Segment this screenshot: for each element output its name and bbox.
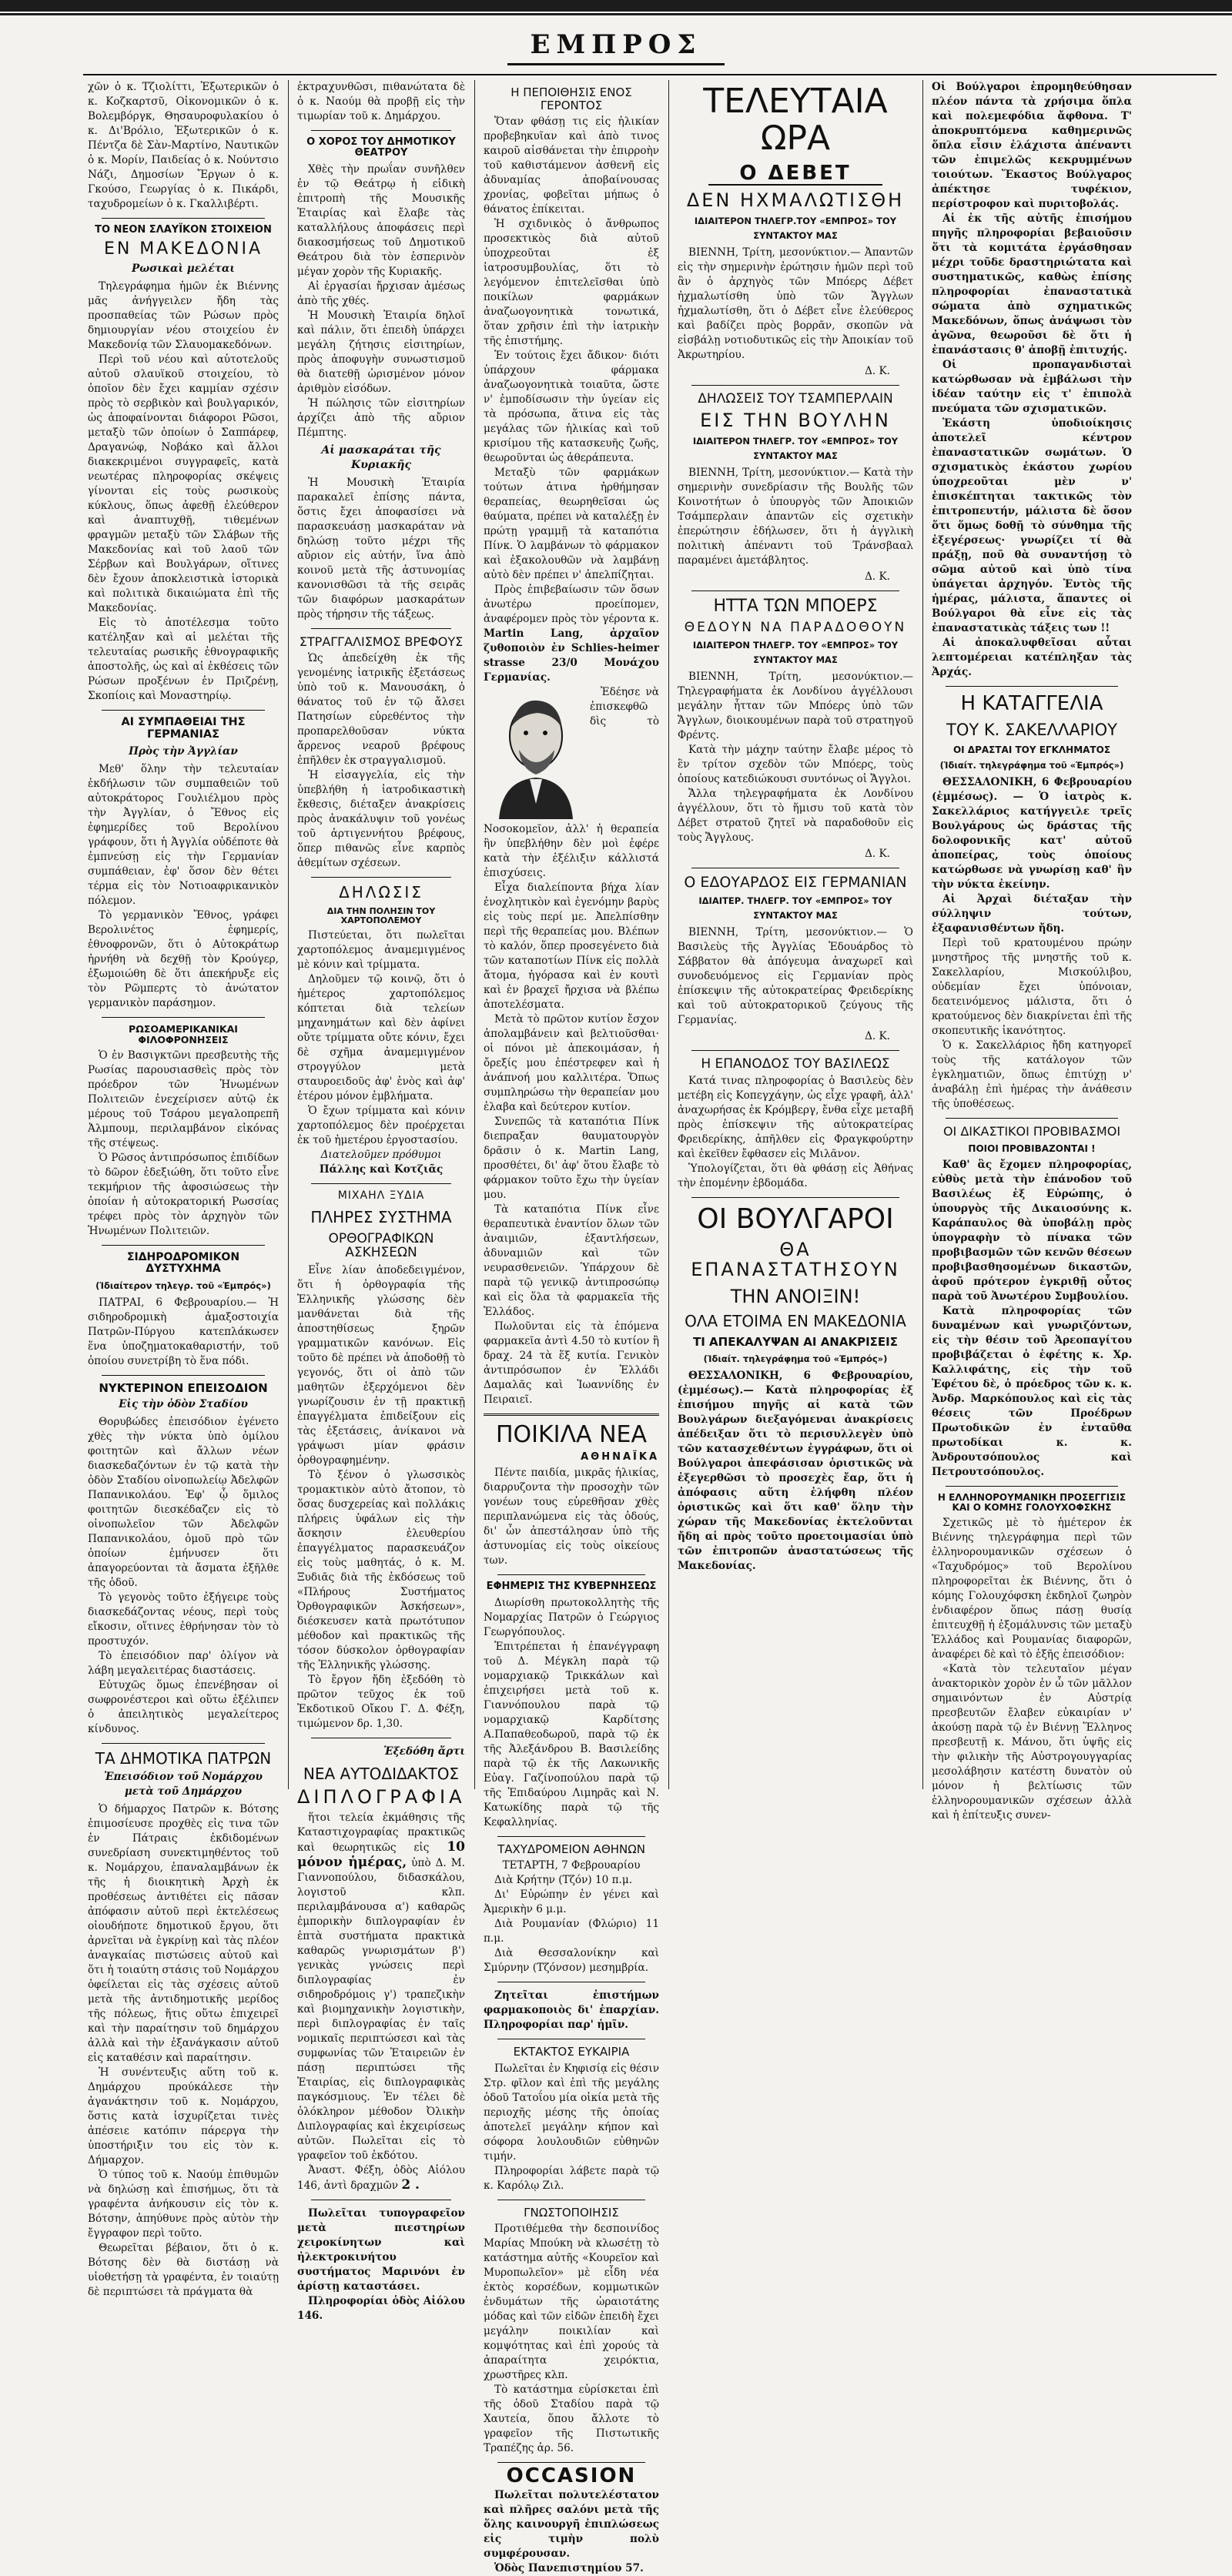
- headline: Ο ΧΟΡΟΣ ΤΟΥ ΔΗΜΟΤΙΚΟΥ ΘΕΑΤΡΟΥ: [306, 136, 456, 159]
- headline: Η ΠΕΠΟΙΘΗΣΙΣ ΕΝΟΣ ΓΕΡΟΝΤΟΣ: [511, 85, 632, 112]
- byline: ΙΔΙΑΙΤΕΡΟΝ ΤΗΛΕΓΡ.ΤΟΥ «ΕΜΠΡΟΣ» ΤΟΥ ΣΥΝΤΑΚΤΟΥ ΜΑΣ: [694, 215, 897, 241]
- divider: [497, 1836, 645, 1837]
- emphasis: Martin Lang, ἀρχαῖον ζυθοποιὸν ἐν Schlies-heimer strasse 23/0 Μονάχου Γερμανίας.: [484, 627, 659, 684]
- divider: [102, 710, 265, 711]
- headline: ΠΛΗΡΕΣ ΣΥΣΤΗΜΑ: [310, 1207, 452, 1226]
- headline: OCCASION: [506, 2464, 637, 2488]
- divider: [311, 628, 451, 629]
- divider: [497, 2462, 645, 2463]
- article-text: Ἡ Μουσικὴ Ἑταιρία δηλοῖ καὶ πάλιν, ὅτι ἐπειδὴ ὑπάρχει μεγάλη ζήτησις εἰσιτηρίων, πρὸς ἀποφυγὴν συνωστισμοῦ θὰ διατεθῇ ὡρισμένον μόνον ἀριθμὸν εἰσόδων.: [297, 309, 465, 395]
- article-text: Εἶνε λίαν ἀποδεδειγμένον, ὅτι ἡ ὀρθογραφία τῆς Ἑλληνικῆς γλώσσης δὲν μανθάνεται διὰ τῆς ἀποστηθίσεως ξηρῶν γραμματικῶν κανόνων. Εἰς τοῦτο δὲ πρέπει νὰ ἀποδοθῇ τὸ γεγονός, ὅτι οἱ ἀπὸ τῶν μαθητῶν ἐξερχόμενοι δὲν γνωρίζουσιν ἐν τῇ πρακτικῇ ἐπαγγέλματα ἐπιδείξουν εἰς τὰς ἐξετάσεις, ἀνίκανοι νὰ γράψωσι μίαν φράσιν ὀρθογραφημένην.: [297, 1264, 465, 1467]
- article-text: Τηλεγράφημα ἡμῶν ἐκ Βιέννης μᾶς ἀνήγγειλεν ἤδη τὰς προσπαθείας τῶν Ρώσων πρὸς δημιουργίαν νέου στοιχείου ἐν Μακεδονίᾳ τῶν Σλαυομακεδόνων.: [88, 280, 279, 352]
- subheadline: ΤΕΤΑΡΤΗ, 7 Φεβρουαρίου: [502, 1859, 641, 1872]
- article-text: Τὸ ἔργον ἤδη ἐξεδόθη τὸ πρῶτον τεῦχος ἐκ τοῦ Ἐκδοτικοῦ Οἴκου Γ. Δ. Φέξη, τιμώμενον δρ. 1,30.: [297, 1674, 465, 1731]
- article-text: Κατὰ τὴν μάχην ταύτην ἔλαβε μέρος τὸ ἓν τρίτον σχεδὸν τῶν Μπόερς, τοὺς ὁποίους κατεδιώκουσι συντόνως οἱ Ἄγγλοι.: [678, 743, 913, 785]
- article-text: Προτιθέμεθα τὴν δεσποινίδος Μαρίας Μπούκη νὰ κλωσέτῃ τὸ κατάστημα αὐτῆς «Κουρεῖον καὶ Μυροπωλεῖον» μὲ εἶδη νέα ἐκτὸς κορσέδων, κομμωτικῶν ἐνδυμάτων τῆς ὡραιοτάτης μόδας καὶ τῶν εἰδῶν ἐπειδὴ ἔχει μεγάλην ποικιλίαν καὶ κομψότητας καὶ ἐπὶ χορούς τὰ ἀπαραίτητα χειρόκτια, χρωστῆρες κλπ.: [484, 2223, 659, 2382]
- headline: ΗΤΤΑ ΤΩΝ ΜΠΟΕΡΣ: [713, 596, 878, 616]
- divider: [311, 1183, 451, 1184]
- advertisement-text: Πληροφορίαι ὁδὸς Αἰόλου 146.: [297, 2294, 465, 2322]
- article-text: Ὁ κ. Σακελλάριος ἤδη κατηγορεῖ τοὺς τῆς κατάλογον τῶν ἐγκληματιῶν, ὅπως ἐπιτύχῃ ν' ἀναβάλῃ ἐπὶ ἡμέρας τὴν ἀνάθεσιν τῆς ὑποθέσεως.: [932, 1039, 1132, 1110]
- article-text: ΘΕΣΣΑΛΟΝΙΚΗ, 6 Φεβρουαρίου, (ἐμμέσως).— Κατὰ πληροφορίας ἐξ ἐπισήμου πηγῆς αἱ κατὰ τῶν Βουλγάρων διεξαγόμεναι ἀνακρίσεις ἀπέδειξαν ὅτι τὸ περισυλλεγὲν ὑπὸ τῶν κατασχεθέντων ἐγγράφων, ὅτι οἱ Βούλγαροι ἀπεφάσισαν ὁριστικῶς νὰ ἐξεγερθῶσι τὸ προσεχὲς ἔαρ, ὅτι ἡ ἀπόφασις αὕτη ἐλήφθη πλέον ὁριστικῶς καὶ ὅτι καθ' ὅλην τὴν χώραν τῆς Μακεδονίας ἐκτελοῦνται ἤδη αἱ πρὸς τοῦτο προετοιμασίαι ὑπὸ τῶν ἐπιτροπῶν ἀναστατώσεως τῆς Μακεδονίας.: [678, 1369, 913, 1572]
- divider: [497, 1574, 645, 1575]
- column-4: [673, 80, 918, 1789]
- headline: ΔΗΛΩΣΙΣ: [339, 883, 424, 902]
- article-text: Τὸ γεγονὸς τοῦτο ἐξήγειρε τοὺς διασκεδάζοντας νέους, περὶ τοὺς εἴκοσιν, οἵτινες ἐθρήνησαν τὸν τὸ προστυχόν.: [88, 1591, 279, 1648]
- article-text: ΒΙΕΝΝΗ, Τρίτη, μεσονύκτιον.— Ἀπαντῶν εἰς τὴν σημερινὴν ἐρώτησιν ἡμῶν περὶ τοῦ ἂν ὁ ἀρχηγὸς τῶν Μπόερς Δέβετ ἠχμαλωτίσθη ὑπὸ τῶν Ἄγγλων ἠχμαλωτίσθη, ὅτι ὁ Δέβετ εἶνε ἐλεύθερος καὶ βαδίζει πρὸς βορρᾶν, σκοπῶν νὰ εἰσβάλῃ νοτιοδυτικῶς εἰς τὴν Ἀποικίαν τοῦ Ἀκρωτηρίου.: [678, 246, 913, 361]
- divider: [102, 1743, 265, 1744]
- article-text: ἐκτραχυνθῶσι, πιθανώτατα δὲ ὁ κ. Ναούμ θὰ προβῇ εἰς τὴν τιμωρίαν τοῦ κ. Δημάρχου.: [297, 81, 465, 122]
- article-text: «Κατὰ τὸν τελευταῖον μέγαν ἀνακτορικὸν χορὸν ἐν ὧ τῶν μᾶλλον σημαινόντων ἐν Αὐστρίᾳ πρεσβευτῶν ἔλαβεν εὐκαιρίαν ν' ἀκούσῃ παρὰ τῷ ἐν Βιέννῃ Ἕλληνος πρεσβευτῇ κ. Μάνου, ὅτι ὑψῆς εἰς τὴν φιλικὴν τῆς Αὐστρογουγγαρίας μεσολάβησιν κατέστη δυνατὸν οὐ μόνον ἡ βελτίωσις τῶν ἑλληνορουμανικῶν σχέσεων ἀλλὰ καὶ ἡ ἐπίτευξις συνεν-: [932, 1663, 1132, 1822]
- article-text: Σχετικῶς μὲ τὸ ἡμέτερον ἐκ Βιέννης τηλεγράφημα περὶ τῶν ἑλληνορουμανικῶν σχέσεων ὁ «Ταχυδρόμος» τοῦ Βερολίνου πληροφορεῖται ἐκ Βιέννης, ὅτι ὁ κόμης Γολουχόφσκη ἐκδηλοῖ ζωηρὸν ἐνδιαφέρον ὅπως πάσῃ θυσίᾳ ἐπιτευχθῇ ἡ ἐξομάλυνσις τῶν μεταξὺ Ἑλλάδος καὶ Ρουμανίας διαφορῶν, ἀναφέρει δὲ καὶ τὸ ἑξῆς ἐπεισόδιον:: [932, 1517, 1132, 1661]
- article-text: ΠΑΤΡΑΙ, 6 Φεβρουαρίου.— Ἡ σιδηροδρομικὴ ἁμαξοστοιχία Πατρῶν-Πύργου κατεπλάκωσεν ἕνα ὑποζηματοκαθαριστήν, τοῦ ὁποίου συνετρίβη τὸ ἕνα πόδι.: [88, 1296, 279, 1367]
- article-text: Ἑκάστη ὑποδιοίκησις ἀποτελεῖ κέντρον ἐπαναστατικῶν σωμάτων. Ὁ σχισματικὸς ἑκάστου χωρίου ὑποχρεοῦται μὲν ν' ἐπισκέπτηται τακτικῶς τὸν ἐπιτροπευτήν, μάλιστα δὲ ὅσον ὅτι ὅμως δοθῇ τὸ σύνθημα τῆς ἐξεγέρσεως· γνωρίζει τί θὰ πράξῃ, ποῦ θὰ συναντήσῃ τὸ σῶμα αὐτοῦ καὶ ὑπὸ τίνα ὑπάγεται ἀρχηγόν. Ἐντὸς τῆς ἡμέρας, μάλιστα, ἅπαντες οἱ Βούλγαροι θὰ εἶνε εἰς τὰς ἐπαναστατικὰς τάξεις των !!: [932, 417, 1132, 634]
- article-text: [484, 583, 659, 685]
- byline: ΙΔΙΑΙΤΕΡΟΝ ΤΗΛΕΓΡ. ΤΟΥ «ΕΜΠΡΟΣ» ΤΟΥ ΣΥΝΤΑΚΤΟΥ ΜΑΣ: [692, 639, 899, 665]
- divider: [691, 385, 899, 386]
- headline: ΟΙ ΔΙΚΑΣΤΙΚΟΙ ΠΡΟΒΙΒΑΣΜΟΙ: [942, 1123, 1121, 1139]
- article-text: Εἰς τὸ ἀποτέλεσμα τοῦτο κατέληξαν καὶ αἱ μελέται τῆς τελευταίας ρωσικῆς ἐθνογραφικῆς ἀποστολῆς, ὡς καὶ αἱ ἐκθέσεις τῶν Ρώσων προξένων ἐν Πριζρένῃ, Σκοπίοις καὶ Μοναστηρίῳ.: [88, 617, 279, 703]
- article-text: Περὶ τοῦ νέου καὶ αὐτοτελοῦς αὐτοῦ σλαυϊκοῦ στοιχείου, τὸ ὁποῖον δὲν ἔχει καμμίαν σχέσιν πρὸς τὸ σερβικὸν καὶ βουλγαρικόν, ὡς ἀποφαίνονται διάφοροι Ρῶσοι, μεταξὺ τῶν ὁποίων ὁ Σαππάρεφ, Δραγανώφ, Νοβάκο καὶ ἄλλοι διακεκριμένοι συγγραφεῖς, κατὰ νεωτέρας πληροφορίας σκέψεις γίνονται εἰς τοὺς ρωσικοὺς κύκλους, ὅπως ἀφεθῇ ἐλεύθερον καὶ ἀναπτυχθῇ, τιθεμένων φραγμῶν μεταξὺ τῶν Σλάβων τῆς Μακεδονίας καὶ τοῦ λαοῦ τῶν Σέρβων καὶ Βουλγάρων, οἵτινες δὲν ἔχουν ἀποκλειστικὰ ἱστορικὰ καὶ πολιτικὰ δικαιώματα ἐπὶ τῆς Μακεδονίας.: [88, 353, 279, 615]
- headline: ΤΕΛΕΥΤΑΙΑ ΩΡΑ: [703, 82, 888, 159]
- article-text: ΒΙΕΝΝΗ, Τρίτη, μεσονύκτιον.— Κατὰ τὴν σημερινὴν συνεδρίασιν τῆς Βουλῆς τῶν Κοινοτήτων ὁ ὑπουργὸς τῶν Ἀποικιῶν Τσάμπερλαιν ἀπαντῶν εἰς σχετικὴν ἐπερώτησιν ἐδήλωσεν, ὅτι ἡ ἀγγλικὴ πολιτικὴ ἀπέναντι τοῦ Τράνσβααλ παραμένει ἀμετάβλητος.: [678, 466, 913, 567]
- masthead-title: ΕΜΠΡΟΣ: [507, 26, 725, 65]
- headline: ΟΡΘΟΓΡΑΦΙΚΩΝ ΑΣΚΗΣΕΩΝ: [328, 1230, 434, 1261]
- article-text: Πιστεύεται, ὅτι πωλεῖται χαρτοπόλεμος ἀναμεμιγμένος μὲ κόνιν καὶ τρίμματα.: [297, 929, 465, 972]
- article-text: Ἀναστ. Φέξη, ὁδὸς Αἰόλου 146, ἀντὶ δραχμῶν: [297, 2163, 465, 2192]
- headline: ΔΙΑ ΤΗΝ ΠΟΛΗΣΙΝ ΤΟΥ ΧΑΡΤΟΠΟΛΕΜΟΥ: [326, 906, 436, 926]
- headline: ΕΦΗΜΕΡΙΣ ΤΗΣ ΚΥΒΕΡΝΗΣΕΩΣ: [486, 1581, 657, 1593]
- article-text: Θεωρεῖται βέβαιον, ὅτι ὁ κ. Βότσης δὲν θὰ διστάσῃ νὰ υἱοθετήσῃ τὰ γραφέντα, ἐν τοιαύτῃ δὲ περιπτώσει τὰ πράγματα θὰ: [88, 2242, 279, 2299]
- article-text: Ἐν τούτοις ἔχει ἄδικον· διότι ὑπάρχουν φάρμακα ἀναζωογονητικὰ τοιαῦτα, ὥστε ν' ἐμποδίσωσιν τὴν ὑγείαν εἰς τὰ πρόσωπα, ἅτινα εἰς τὰς μεγάλας τῶν ἡλικίας καὶ τοῦ κρισίμου τῆς κατασκευῆς ζωῆς, θεωροῦνται ὡς ἀθεράπευτα.: [484, 350, 659, 464]
- article-text: Κατὰ πληροφορίας τῶν δυναμένων καὶ γνωριζόντων, εἰς τὴν θέσιν τοῦ Ἀρεοπαγίτου προβιβάζεται ὁ ἐφέτης κ. Χρ. Καλλιφάτης, εἰς τὴν τοῦ Ἐφέτου δὲ, ὁ πρόεδρος τῶν κ. κ. Ἀνδρ. Μαρκόπουλος καὶ εἰς τὰς θέσεις τῶν Προέδρων Πρωτοδικῶν ἐν ἐνταῦθα πρωτοδίκαι κ. κ. Ἀνδρουτσόπουλος καὶ Πετρουτσόπουλος.: [932, 1304, 1132, 1478]
- article-text: Ὁ τύπος τοῦ κ. Ναούμ ἐπιθυμῶν νὰ δηλώσῃ καὶ ἐπισήμως, ὅτι τὰ γραφέντα ἀνήκουσιν εἰς τὸν κ. Βότσην, ἀπηύθυνε πρὸς αὐτὸν τὴν ἔγγραφον περὶ τοῦτο.: [88, 2169, 279, 2240]
- divider: [946, 686, 1118, 687]
- headline: ΕΙΣ ΤΗΝ ΒΟΥΛΗΝ: [700, 410, 891, 432]
- article-text: Ὁ δήμαρχος Πατρῶν κ. Βότσης ἐπιμοσίευσε προχθὲς εἰς τινα τῶν ἐν Πάτραις ἐκδιδομένων συνεδρίαση συνεκτιμηθέντος τοῦ κ. Νομάρχου, ἐπαναλαμβάνων ἐκ τῆς ἡ διοικητικὴ Ἀρχὴ ἐκ προθέσεως ἀντιθέτει εἰς πᾶσαν ἀπόφασιν αὐτοῦ περὶ ἐκτελέσεως οἰουδήποτε δημοτικοῦ ἔργου, ὅτι ἀρνεῖται νὰ ἐγκρίνῃ καὶ τὰς πλέον ἀναγκαίας πιστώσεις αὐτοῦ καὶ ὅτι ἡ τοιαύτη στάσις τοῦ Νομάρχου ὀφείλεται εἰς τὰς σχέσεις αὐτοῦ μετὰ τῆς ἀντιδημοτικῆς μερίδος τῆς πόλεως, ἥτις οὕτω ἐπιχειρεῖ καὶ τὴν παραίτησιν τοῦ δημάρχου ἀλλὰ καὶ τὴν ἐξανάγκασιν αὐτοῦ εἰς καταθέσιν καὶ παραίτησιν.: [88, 1803, 279, 2065]
- article-text: Πληροφορίαι λάβετε παρὰ τῷ κ. Καρόλῳ Ζιλ.: [484, 2164, 659, 2192]
- article-text: ἥτοι τελεία ἐκμάθησις τῆς Καταστιχογραφίας πρακτικῶς καὶ θεωρητικῶς εἰς: [297, 1811, 465, 1854]
- headline: ΕΝ ΜΑΚΕΔΟΝΙΑ: [103, 239, 263, 259]
- article-text: Ὑπολογίζεται, ὅτι θὰ φθάσῃ εἰς Ἀθήνας τὴν ἑπομένην ἑβδομάδα.: [678, 1163, 913, 1190]
- divider: [691, 590, 899, 591]
- article-text: Δι' Εὐρώπην ἐν γένει καὶ Ἀμερικὴν 6 μ.μ.: [484, 1889, 659, 1916]
- column-rule: [474, 80, 475, 1789]
- article-text: Συνεπῶς τὰ καταπότια Πίνκ διεπραξαν θαυματουργὸν δρᾶσιν ὁ κ. Martin Lang, προσθέτει, δι' ἀφ' ὅτου ἔλαβε τὸ φάρμακον τοῦτο ἔχω τὴν ὑγείαν μου.: [484, 1116, 659, 1201]
- article-text: Εἶχα διαλείποντα βήχα λίαν ἐνοχλητικὸν καὶ ἐγενόμην βαρὺς εἰς τοὺς περί με. Ἀπελπίσθην περὶ τῆς θεραπείας μου. Βλέπων τὸ καλόν, ὅπερ προσεγένετο διὰ τῶν καταποτίων Πίνκ εἰς πολλὰ ἄτομα, ἠγόρασα καὶ ἐν κουτὶ καὶ ἐν βραχεῖ ἤρχισα νὰ βλέπω ἀποτελέσματα.: [484, 882, 659, 1011]
- divider: [311, 130, 451, 131]
- divider: [311, 877, 451, 878]
- article-text: Καθ' ἃς ἔχομεν πληροφορίας, εὐθὺς μετὰ τὴν ἐπάνοδον τοῦ Βασιλέως ἐξ Εὐρώπης, ὁ ὑπουργὸς τῆς Δικαιοσύνης κ. Καράπαυλος θὰ ὑποβάλῃ πρὸς ὑπογραφὴν τὸ πίνακα τῶν προβιβασμῶν τῶν κενῶν θέσεων προβιβασθησομένων δικαστῶν, ἀφοῦ πρότερον ἐγκριθῇ οὗτος παρὰ τοῦ Ἀνωτέρου Συμβουλίου.: [932, 1158, 1132, 1303]
- headline: ΘΑ ΕΠΑΝΑΣΤΑΤΗΣΟΥΝ: [691, 1238, 900, 1281]
- column-5: [927, 80, 1137, 1822]
- headline: Ο ΔΕΒΕΤ: [708, 162, 882, 186]
- byline: (Ἰδιαίτερον τηλεγρ. τοῦ «Ἐμπρός»): [95, 1280, 271, 1291]
- article-text: Ἡ πώλησις τῶν εἰσιτηρίων ἀρχίζει ἀπὸ τῆς αὔριον Πέμπτης.: [297, 396, 465, 439]
- article-text: Αἱ ἀποκαλυφθεῖσαι αὗται λεπτομέρειαι κατέπληξαν τὰς Ἀρχάς.: [932, 637, 1132, 678]
- column-rule: [288, 80, 289, 1789]
- subheadline: Εἰς τὴν ὁδὸν Σταδίου: [119, 1398, 248, 1411]
- article-text: Ἡ εἰσαγγελία, εἰς τὴν ὑπεβλήθη ἡ ἰατροδικαστικὴ ἔκθεσις, διέταξεν ἀνακρίσεις πρὸς ἀνακάλυψιν τοῦ γονέως τοῦ ἀρτιγεννήτου βρέφους, ὅπερ πιθανῶς εἶνε καρπὸς ἀθεμίτων σχέσεων.: [297, 769, 465, 870]
- headline: ΔΕΝ ΗΧΜΑΛΩΤΙΣΘΗ: [686, 189, 905, 212]
- article-text: Διὰ Κρήτην (Τζόν) 10 π.μ.: [494, 1874, 633, 1887]
- article-text: ΒΙΕΝΝΗ, Τρίτη, μεσονύκτιον.— Ὁ Βασιλεὺς τῆς Ἀγγλίας Ἐδουάρδος τὸ Σάββατον θὰ ἀπόγευμα ἀναχωρεῖ καὶ συνοδευόμενος εἰς Γερμανίαν πρὸς ἐπίσκεψιν τῆς αὐτοκρατείρας Φρειδερίκης καὶ τοῦ αὐτοκρατορικοῦ ζεύγους τῆς Γερμανίας.: [678, 925, 913, 1026]
- headline: ΣΙΔΗΡΟΔΡΟΜΙΚΟΝ ΔΥΣΤΥΧΗΜΑ: [126, 1250, 240, 1276]
- article-text: Ἡ σχιδνικὸς ὁ ἄνθρωπος προσεκτικὸς διὰ αὐτοῦ ὑποχρεοῦται ἐξ ἰατροσυμβουλίας, ὅτι τὸ λεγόμενον ἐπιτελεῖσθαι ὑπὸ ποικίλων φαρμάκων ἀναζωογονητικὰ τονωτικά, ὅταν χρῆσιν ἐπὶ τὴν ἰατρικὴν τῆς ἐπιστήμης.: [484, 218, 659, 347]
- article-text: Οἱ προπαγανδισταὶ κατώρθωσαν νὰ ἐμβάλωσι τὴν ἰδέαν ταύτην εἰς τ' ἐπιπολὰ πνεύματα τῶν σχισματικῶν.: [932, 359, 1132, 415]
- article-text: χῶν ὁ κ. Τζιολίττι, Ἐξωτερικῶν ὁ κ. Κοζκαρτσῦ, Οἰκονομικῶν ὁ κ. Βολεμβόργκ, Θησαυροφυλακίου ὁ κ. Δι'Βρόλιο, Ἐξωτερικῶν ὁ κ. Πέντζα δὲ Σὰν-Μαρτίνο, Ναυτικῶν ὁ κ. Μορίν, Παιδείας ὁ κ. Νούντσιο Νάζι, Δημοσίων Ἔργων ὁ κ. Γκούσο, Γεωργίας ὁ κ. Πικάρδι, ταχυδρομείων ὁ κ. Γκαλλιβέρτι.: [88, 81, 279, 210]
- subheadline: Αἱ μασκαράται τῆς Κυριακῆς: [321, 443, 441, 471]
- headline: ΠΟΙΟΙ ΠΡΟΒΙΒΑΖΟΝΤΑΙ !: [968, 1143, 1096, 1155]
- divider: [946, 1118, 1118, 1119]
- advertisement-text: Πωλεῖται τυπογραφεῖον μετὰ πιεστηρίων χειροκίνητων καὶ ἠλεκτροκινήτου συστήματος Μαρινόνι ἐν ἀρίστῃ καταστάσει.: [297, 2206, 465, 2293]
- article-text: Αἱ ἐργασίαι ἤρχισαν ἀμέσως ἀπὸ τῆς χθές.: [297, 279, 465, 307]
- emphasis: 10 μόνον ἡμέρας,: [297, 1838, 465, 1870]
- emphasis: 2 .: [401, 2176, 420, 2193]
- byline: (Ἰδιαίτ. τηλεγράφημα τοῦ «Ἐμπρός»): [939, 759, 1124, 771]
- article-text: Τὸ γερμανικὸν Ἔθνος, γράφει Βερολινέτος ἐφημερίς, ἐθνοφρονῶν, ὅτι ὁ Αὐτοκράτωρ ἠρνήθη νὰ δεχθῇ τὸν Κρούγερ, ἐξωμοιώθη δὲ ὅτι ἀπεκήρυξε εἰς τὸν Ρῶμπερτς τὸ ἀνώτατον γερμανικὸν παράσημον.: [88, 909, 279, 1010]
- headline: ΘΕΔΟΥΝ ΝΑ ΠΑΡΑΔΟΘΟΥΝ: [684, 620, 907, 636]
- headline: ΣΤΡΑΓΓΑΛΙΣΜΟΣ ΒΡΕΦΟΥΣ: [299, 634, 464, 649]
- article-text: Δηλοῦμεν τῷ κοινῷ, ὅτι ὁ ἡμέτερος χαρτοπόλεμος κόπτεται διὰ τελείων μηχανημάτων καὶ δὲν ἀφίνει οὔτε τρίμματα οὔτε κόνιν, ἔχει δὲ σχῆμα ἀναμεμιγμένον στρογγύλον μετὰ σταυροειδοῦς ἀφ' ἑνὸς καὶ ἀφ' ἑτέρου μόνον ἐμβλήματα.: [297, 973, 465, 1103]
- article-text: ὑπὸ Δ. Μ. Γιαννοπούλου, διδασκάλου, λογιστοῦ κλπ. περιλαμβάνουσα α') καθαρῶς ἐμπορικὴν διπλογραφίαν ἐν ἑπτὰ συστήματα πρακτικὰ καθαρῶς γνωρισμάτων β') γενικὰς γνώσεις περὶ διπλογραφίας ἐν σιδηροδρόμοις γ') τραπεζικὴν καὶ βιομηχανικὴν λογιστικὴν, περὶ διπλογραφίας ἐν ταῖς νομικαῖς περιπτώσεσι καὶ τὰς συμφωνίας τῶν Ἐταιρειῶν ἐν πάσῃ περιπτώσει τῆς Ἑταιρίας, εἰς διπλογραφικὰς παγκόσμιους. Ἐν τέλει δὲ ὁλόκληρον μέθοδον Ὀλικὴν Διπλογραφίας καὶ ἐκχειρίσεως αὐτῶν. Πωλεῖται εἰς τὸ γραφεῖον τοῦ ἐκδότου.: [297, 1856, 465, 2162]
- headline: ΔΗΛΩΣΕΙΣ ΤΟΥ ΤΣΑΜΠΕΡΛΑΙΝ: [698, 390, 893, 406]
- article-text: Κατά τινας πληροφορίας ὁ Βασιλεὺς δὲν μετέβη εἰς Κοπεγχάγην, ὡς εἶχε γραφῆ, ἀλλ' ἀναχωρήσας ἐκ Κρόμβεργ, ἔνθα εἶχε μεταβῆ πρὸς ἐπίσκεψιν τῆς αὐτοκρατείρας Φρειδερίκης, ἀπῆλθεν εἰς Φραγκφούρτην καὶ ἐκεῖθεν ἔφθασεν εἰς Μιλᾶνον.: [678, 1075, 913, 1161]
- headline: ΔΙΠΛΟΓΡΑΦΙΑ: [297, 1786, 466, 1808]
- signature: Δ. Κ.: [865, 1029, 890, 1042]
- headline: ΜΙΧΑΗΛ ΞΥΔΙΑ: [337, 1189, 425, 1203]
- signature-line: Διατελοῦμεν πρόθυμοι: [320, 1149, 442, 1162]
- column-3: [479, 80, 664, 2575]
- masthead: [0, 26, 1232, 69]
- headline: Η ΕΛΛΗΝΟΡΟΥΜΑΝΙΚΗ ΠΡΟΣΕΓΓΙΣΙΣ ΚΑΙ Ο ΚΟΜΗΣ ΓΟΛΟΥΧΟΦΣΚΗΣ: [937, 1491, 1127, 1513]
- portrait-illustration: [484, 688, 584, 819]
- advertisement-text: Ὁδὸς Πανεπιστημίου 57.: [494, 2562, 644, 2575]
- column-1: [83, 80, 283, 2299]
- divider: [102, 1375, 265, 1376]
- headline: ΝΕΑ ΑΥΤΟΔΙΔΑΚΤΟΣ: [303, 1765, 460, 1784]
- divider: [946, 1486, 1118, 1487]
- headline: ΝΥΚΤΕΡΙΝΟΝ ΕΠΕΙΣΟΔΙΟΝ: [99, 1380, 268, 1395]
- article-text: Πωλεῖται ἐν Κηφισίᾳ εἰς θέσιν Στρ. φῖλον καὶ ἐπὶ τῆς μεγάλης ὁδοῦ Τατοΐου μία οἰκία μετὰ τῆς περιοχῆς μέσης τῆς ὁποίας ἀποτελεῖ μεγάλην κήπον καὶ σόφορα λουλουδιῶν εὐθηνῶν τιμήν.: [484, 2062, 659, 2163]
- article-text: Αἱ ἐκ τῆς αὐτῆς ἐπισήμου πηγῆς πληροφορίαι βεβαιοῦσιν ὅτι τὰ κομιτάτα ἐργάσθησαν μέχρι τοῦδε δραστηριώτατα καὶ συστηματικῶς, καθὼς ἐπίσης πληροφορίαι ἐπαναστατικὰ σώματα ἀπὸ σχηματικῶς Μακεδόνων, ὅπως ἀνάψωσι τὸν ἀγῶνα, θεωροῦσι δὲ ὅτι ἡ ἐπανάστασις θ' ἀποβῇ ἐπιτυχής.: [932, 212, 1132, 356]
- article-text: Τὸ κατάστημα εὑρίσκεται ἐπὶ τῆς ὁδοῦ Σταδίου παρὰ τῷ Χαυτεία, ὅπου ἄλλοτε τὸ γραφεῖον τῆς Πιστωτικῆς Τραπέζης ἀρ. 56.: [484, 2384, 659, 2455]
- signature: Δ. Κ.: [865, 847, 890, 860]
- article-text: Ὁ Ρῶσος ἀντιπρόσωπος ἐπιδίδων τὸ δῶρον ἐδεξιώθη, ὅτι τοῦτο εἶνε τεκμήριον τῆς ἀφοσιώσεως τὴν ὁποίαν ἡ αὐτοκρατορική Ρωσσίας τρέφει πρὸς τὸν ἀρχηγὸν τῶν Ἡνωμένων Πολιτειῶν.: [88, 1151, 279, 1237]
- article-text: Διωρίσθη πρωτοκολλητὴς τῆς Νομαρχίας Πατρῶν ὁ Γεώργιος Γεωργόπουλος.: [484, 1596, 659, 1638]
- article-text: Μεταξὺ τῶν φαρμάκων τούτων ἀτινα ἠρθήμησαν θεραπείας, θεωρηθεῖσαι ὡς θαύματα, πρέπει νὰ καταλέξῃ ἐν πρώτῃ γραμμῇ τὰ καταπότια Πίνκ. Ὁ λαμβάνων τὸ φάρμακον καὶ ἐξακολουθῶν νὰ λαμβάνῃ αὐτὸ δὲν πρέπει ν' ἀπελπίζηται.: [484, 467, 659, 581]
- article-text: Θορυβώδες ἐπεισόδιον ἐγένετο χθὲς τὴν νύκτα ὑπὸ ὁμίλου φοιτητῶν καὶ ἄλλων νέων διασκεδαζόντων ἐν τῷ κατὰ τὴν ὁδὸν Σταδίου οἰνοπωλείῳ Ἀδελφῶν Παπανικολάου. Ἐφ' ᾧ ὅμιλος φοιτητῶν διεσκέδαζεν εἰς τὸ οἰνοπωλεῖον τῶν Ἀδελφῶν Παπανικολάου, ὁμοῦ πρὸ τῶν ὁποίων ἐμήνυσεν ὅτι ἀπαγορεύονται τὰ ἄσματα ἐξῆλθε τῆς ὁδοῦ.: [88, 1416, 279, 1590]
- article-text: Χθὲς τὴν πρωΐαν συνῆλθεν ἐν τῷ Θεάτρῳ ἡ εἰδικὴ ἐπιτροπὴ τῆς Μουσικῆς Ἑταιρίας καὶ ἔλαβε τὰς καταλλήλους ἀποφάσεις περὶ διακοσμήσεως τοῦ Δημοτικοῦ Θεάτρου διὰ τὸν ἑσπερινὸν μέγαν χορὸν τῆς Κυριακῆς.: [297, 162, 465, 278]
- signature: Δ. Κ.: [865, 570, 890, 583]
- article-text: Οἱ Βούλγαροι ἐπρομηθεύθησαν πλέον πάντα τὰ χρήσιμα ὅπλα καὶ πολεμεφόδια ἄφθονα. Τ' ἀποκρυπτόμενα καθημερινῶς ὅπλα εἶσιν ἐλάχιστα ἀπέναντι τῶν ἐπιμελῶς κεκρυμμένων τοιούτων. Ἕκαστος Βούλγαρος ἀπέκτησε τυφέκιον, περίστροφον καὶ πυριτοβολάς.: [932, 81, 1132, 210]
- byline: ΙΔΙΑΙΤΕΡΟΝ ΤΗΛΕΓΡ. ΤΟΥ «ΕΜΠΡΟΣ» ΤΟΥ ΣΥΝΤΑΚΤΟΥ ΜΑΣ: [692, 435, 899, 461]
- article-text: Ὁ ἔχων τρίμματα καὶ κόνιν χαρτοπόλεμος δὲν προέρχεται ἐκ τοῦ ἡμετέρου ἐργοστασίου.: [297, 1105, 465, 1147]
- article-text: Πωλοῦνται εἰς τὰ ἑπόμενα φαρμακεῖα ἀντὶ 4.50 τὸ κυτίον ἢ δραχ. 24 τὰ ἕξ κυτία. Γενικὸν ἀντιπρόσωπον ἐν Ἑλλάδι Δαμαλᾶς καὶ Ἰωαννίδης ἐν Πειραιεῖ.: [484, 1320, 659, 1406]
- divider: [691, 1197, 899, 1198]
- headline: ΤΑ ΔΗΜΟΤΙΚΑ ΠΑΤΡΩΝ: [95, 1749, 272, 1768]
- divider: [102, 1017, 265, 1018]
- signature: Πάλλης καὶ Κοτζιᾶς: [319, 1163, 444, 1176]
- signature: Δ. Κ.: [865, 364, 890, 377]
- divider: [102, 218, 265, 219]
- article-text: Μεθ' ὅλην τὴν τελευταίαν ἐκδήλωσιν τῶν συμπαθειῶν τοῦ αὐτοκράτορος Γουλιέλμου πρὸς τὴν Ἀγγλίαν, ὁ Ἔθνος εἰς ἐφημερίδες τοῦ Βερολίνου γράφουν, ὅτι ἡ Ἀγγλία οὐδέποτε θὰ ἐμπνεύσῃ εἰς τὴν Γερμανίαν συμπάθειαν, ἐφ' ὅσον δὲν θέτει τέρμα εἰς τὸν Νοτιοαφρικανικὸν πόλεμον.: [88, 763, 279, 908]
- headline: ΟΛΑ ΕΤΟΙΜΑ ΕΝ ΜΑΚΕΔΟΝΙΑ: [685, 1312, 906, 1331]
- headline: ΓΝΩΣΤΟΠΟΙΗΣΙΣ: [524, 2205, 619, 2220]
- advertisement-text: Ζητεῖται ἐπιστήμων φαρμακοποιὸς δι' ἐπαρχίαν. Πληροφορίαι παρ' ἡμῖν.: [484, 1989, 659, 2032]
- article-text: Διὰ Ρουμανίαν (Φλώριο) 11 π.μ.: [484, 1918, 659, 1945]
- headline: ΟΙ ΒΟΥΛΓΑΡΟΙ: [697, 1203, 894, 1236]
- headline: ΕΚΤΑΚΤΟΣ ΕΥΚΑΙΡΙΑ: [513, 2045, 630, 2059]
- subheadline: ΑΘΗΝΑΪΚΑ: [581, 1451, 659, 1463]
- subheadline: Ρωσικαὶ μελέται: [132, 263, 235, 276]
- article-text: Ἄλλα τηλεγραφήματα ἐκ Λονδίνου ἀγγέλλουν, ὅτι τὸ ἥμισυ τοῦ κατὰ τὸν Δέβετ στρατοῦ ζητεῖ νὰ παραδοθοῦν εἰς τοὺς Ἄγγλους.: [678, 787, 913, 844]
- article-text: Πρὸς ἐπιβεβαίωσιν τῶν ὅσων ἀνωτέρω προείπομεν, ἀναφέρομεν πρὸς τὸν γέροντα κ.: [484, 584, 659, 625]
- headline: Η ΕΠΑΝΟΔΟΣ ΤΟΥ ΒΑΣΙΛΕΩΣ: [701, 1055, 890, 1072]
- article-text: Τὸ ξένον ὁ γλωσσικὸς τρομακτικὸν αὐτὸ ἄτοπον, τὸ ὅσας δυσχερείας καὶ πολλάκις πλήρεις ὑφάλων εἰς τὴν ἄσκησιν ἐλευθερίου ἐπαγγέλματος παρασκευάζον εἰς τοὺς μαθητάς, ὁ κ. Μ. Ξυδιᾶς διὰ τῆς ἐκδόσεως τοῦ «Πλήρους Συστήματος Ὀρθογραφικῶν Ἀσκήσεων», διέσκευσεν κατὰ πρωτότυπον μέθοδον καὶ πρακτικῶς τῆς τόσον δύσκολον ὀρθογραφίαν τῆς Ἑλληνικῆς γλώσσης.: [297, 1469, 465, 1672]
- article-text: ΘΕΣΣΑΛΟΝΙΚΗ, 6 Φεβρουαρίου (ἐμμέσως). — Ὁ ἰατρὸς κ. Σακελλάριος κατήγγειλε τρεῖς Βουλγάρους ὡς δράστας τῆς δολοφονικῆς κατ' αὐτοῦ ἀποπείρας, τοὺς ὁποίους κατώρθωσε νὰ γνωρίσῃ καθ' ἣν τὴν νύκτα ἐκείνην.: [932, 775, 1132, 891]
- article-text: Ἐδέησε νὰ ἐπισκεφθῶ δὶς τὸ Νοσοκομεῖον, ἀλλ' ἡ θεραπεία ἣν ὑπεβλήθην δὲν μοὶ ἐφέρε κατὰ τὴν ἐξέλιξιν κάλλιστά ἐπισχύσεις.: [484, 686, 659, 879]
- byline: (Ἰδιαίτ. τηλεγράφημα τοῦ «Ἐμπρός»): [703, 1353, 888, 1364]
- divider: [691, 1050, 899, 1051]
- article-text: Τὸ ἐπεισόδιον παρ' ὀλίγον νὰ λάβη μεγαλειτέρας διαστάσεις.: [88, 1650, 279, 1678]
- article-text: Διὰ Θεσσαλονίκην καὶ Σμύρνην (Τζόνσον) μεσημβρία.: [484, 1947, 659, 1975]
- divider: [484, 1413, 659, 1416]
- subheadline: Ἐπεισόδιον τοῦ Νομάρχου μετὰ τοῦ Δημάρχου: [104, 1771, 263, 1798]
- headline: ΤΑΧΥΔΡΟΜΕΙΟΝ ΑΘΗΝΩΝ: [497, 1842, 645, 1856]
- article-text: [297, 1811, 465, 2163]
- headline: Ο ΕΔΟΥΑΡΔΟΣ ΕΙΣ ΓΕΡΜΑΝΙΑΝ: [684, 873, 907, 891]
- headline: ΤΟΥ Κ. ΣΑΚΕΛΛΑΡΙΟΥ: [946, 720, 1117, 739]
- article-text: Αἱ Ἀρχαὶ διέταξαν τὴν σύλληψιν τούτων, ἐξαφανισθέντων ἤδη.: [932, 892, 1132, 935]
- headline: ΤΟ ΝΕΟΝ ΣΛΑΥΪΚΟΝ ΣΤΟΙΧΕΙΟΝ: [95, 224, 272, 236]
- top-border: [0, 0, 1232, 15]
- headline: ΤΙ ΑΠΕΚΑΛΥΨΑΝ ΑΙ ΑΝΑΚΡΙΣΕΙΣ: [693, 1335, 898, 1350]
- headline: ΡΩΣΟΑΜΕΡΙΚΑΝΙΚΑΙ ΦΙΛΟΦΡΟΝΗΣΕΙΣ: [129, 1023, 238, 1046]
- article-text: Περὶ τοῦ κρατουμένου πρώην μνηστῆρος τῆς μνηστῆς τοῦ κ. Σακελλαρίου, Μισκούλιβου, οὐδεμίαν ἔχει ὑπόνοιαν, δεατεινόμενος μάλιστα, ὅτι ὁ κρατούμενος δὲν διακρίνεται ἐπὶ τῆς σκοπευτικῆς ἱκανότητος.: [932, 936, 1132, 1037]
- subheadline: Ἐξεδόθη ἄρτι: [383, 1745, 465, 1758]
- headline: ΤΗΝ ΑΝΟΙΞΙΝ!: [730, 1285, 861, 1307]
- headline: Η ΚΑΤΑΓΓΕΛΙΑ: [960, 692, 1103, 715]
- advertisement-text: Πωλεῖται πολυτελέστατον καὶ πλῆρες σαλόνι μετὰ τῆς ὅλης καινουργῆ ἐπιπλώσεως εἰς τιμὴν πολὺ συμφέρουσαν.: [484, 2489, 659, 2561]
- article-text: Ἡ συνέντευξις αὕτη τοῦ κ. Δημάρχου προύκάλεσε τὴν ἀγανάκτησιν τοῦ κ. Νομάρχου, ὅστις κατὰ ἰσχυρίζεται τινὲς ἀπέσειε κατόπιν πάρεργα τὴν ὑποστήριξιν του εἰς τὸν κ. Δήμαρχον.: [88, 2066, 279, 2167]
- subheadline: Πρὸς τὴν Ἀγγλίαν: [129, 745, 238, 758]
- article-text: Μετὰ τὸ πρῶτον κυτίον ἔσχον ἀπολαμβάνειν καὶ βελτιοῦσθαι· οἱ πόνοι μὲ ἀπεκοιμάσαν, ἡ ὄρεξίς μου ἐπέστρεφεν καὶ ἡ ἀνάπνοή μου καλλιτέρα. Ὅπως συμπληρώσω τὴν θεραπείαν μου ἐλαβα καὶ δεύτερον κυτίον.: [484, 1013, 659, 1113]
- article-text: Πέντε παιδία, μικρᾶς ἡλικίας, διαρρυζοντα τὴν προσοχὴν τῶν γονέων τους εὑρεθῆσαν χθὲς περιπλανώμενα εἰς τὰς ὁδούς, δι' ὧν ἀπεστάλησαν ὑπὸ τῆς ἀστυνομίας εἰς τοὺς οἰκείους των.: [484, 1467, 659, 1567]
- headline: ΑΙ ΣΥΜΠΑΘΕΙΑΙ ΤΗΣ ΓΕΡΜΑΝΙΑΣ: [121, 716, 246, 741]
- masthead-rule: [83, 74, 1217, 75]
- article-text: Ὡς ἀπεδείχθη ἐκ τῆς γενομένης ἰατρικῆς ἐξετάσεως ὑπὸ τοῦ κ. Μανουσάκη, ὁ θάνατος τοῦ ἐν τῷ ἄλσει Πατησίων εὑρεθέντος τὴν προπαρελθοῦσαν νύκτα ἄρρενος νεαροῦ βρέφους ἐπῆλθεν ἐκ στραγγαλισμοῦ.: [297, 652, 465, 768]
- column-2: [293, 80, 470, 2322]
- column-rule: [922, 80, 923, 1789]
- headline: ΠΟΙΚΙΛΑ ΝΕΑ: [495, 1421, 648, 1448]
- article-text: ΒΙΕΝΝΗ, Τρίτη, μεσονύκτιον.— Τηλεγραφήματα ἐκ Λονδίνου ἀγγέλλουσι μεγάλην ἧτταν τῶν Μπόερς ὑπὸ τῶν Ἄγγλων, διοικουμένων παρὰ τοῦ στρατηγοῦ Φρέντς.: [678, 670, 913, 741]
- article-text: Τὰ καταπότια Πίνκ εἶνε θεραπευτικὰ ἐναντίον ὅλων τῶν ἀναιμιῶν, ἐξαντλήσεων, ἀδυναμιῶν καὶ τῶν νευρασθενειῶν. Ὑπάρχουν δὲ παρὰ τῷ γενικῷ ἀντιπροσώπῳ καὶ εἰς ὅλα τὰ φαρμακεῖα τῆς Ἑλλάδος.: [484, 1203, 659, 1318]
- article-text: Ὅταν φθάσῃ τις εἰς ἡλικίαν προβεβηκυῖαν καὶ ἀπὸ τινος καιροῦ αἰσθάνεται τὴν ἐπιρροὴν τοῦ καθιστάμενον ἀσθενῆ εἰς ἀδυναμίας ἀποβαίνουσας χρονίας, φοβεῖται μήπως ὁ θάνατος ἐπίκειται.: [484, 115, 659, 216]
- article-text: Ὁ ἐν Βασιγκτῶνι πρεσβευτὴς τῆς Ρωσίας παρουσιασθεὶς πρὸς τὸν πρόεδρον τῶν Ἡνωμένων Πολιτειῶν ἐνεχείρισεν αὐτῷ ἐκ μέρους τοῦ Τσάρου μεγαλοπρεπῆ Ἀλμπουμ, περιλαμβάνον εἰκόνας τῆς στέψεως.: [88, 1049, 279, 1149]
- byline: ΙΔΙΑΙΤΕΡ. ΤΗΛΕΓΡ. ΤΟΥ «ΕΜΠΡΟΣ» ΤΟΥ ΣΥΝΤΑΚΤΟΥ ΜΑΣ: [698, 895, 892, 921]
- headline: ΟΙ ΔΡΑΣΤΑΙ ΤΟΥ ΕΓΚΛΗΜΑΤΟΣ: [952, 744, 1111, 755]
- divider: [102, 1245, 265, 1246]
- column-rule: [668, 80, 669, 1789]
- article-text: [297, 2163, 465, 2193]
- article-text: Ἐπιτρέπεται ἡ ἐπανέγγραφη τοῦ Δ. Μέγκλη παρὰ τῷ νομαρχιακῷ Τρικκάλων καὶ ἐπιχειρήσει μετὰ τοῦ κ. Γιαννόπουλου παρὰ τῷ νομαρχιακῷ Καρδίτσης Α.Παπαθεοδωροῦ, παρὰ τῷ ἐκ τῆς Ἀλεξάνδρου Β. Βασιλείδης παρὰ τῷ ἐκ τῆς Λακωνικῆς Εὐαγ. Γαζίνοπούλου παρὰ τῷ τῆς Ἐπιδαύρου Λιμηρᾶς καὶ Ν. Κατωκίδης παρὰ τῷ τῆς Κεφαλληνίας.: [484, 1640, 659, 1828]
- article-text: Ἡ Μουσικὴ Ἑταιρία παρακαλεῖ ἐπίσης πάντα, ὅστις ἔχει ἀποφασίσει νὰ παρασκευάσῃ μασκαράταν νὰ δηλώσῃ τοῦτο μέχρι τῆς αὔριον εἰς αὐτήν, ἵνα ἀπὸ κοινοῦ μετὰ τῆς ἀστυνομίας κανονισθῶσι τὰ τῆς σειρᾶς τῶν διαφόρων μασκαράτων πρὸς τήρησιν τῆς τάξεως.: [297, 476, 465, 621]
- article-text: Εὐτυχῶς ὅμως ἐπενέβησαν οἱ σωφρονέστεροι καὶ οὕτω ἐξέλιπεν ὁ ἀπειλητικὸς μεγαλείτερος κίνδυνος.: [88, 1679, 279, 1736]
